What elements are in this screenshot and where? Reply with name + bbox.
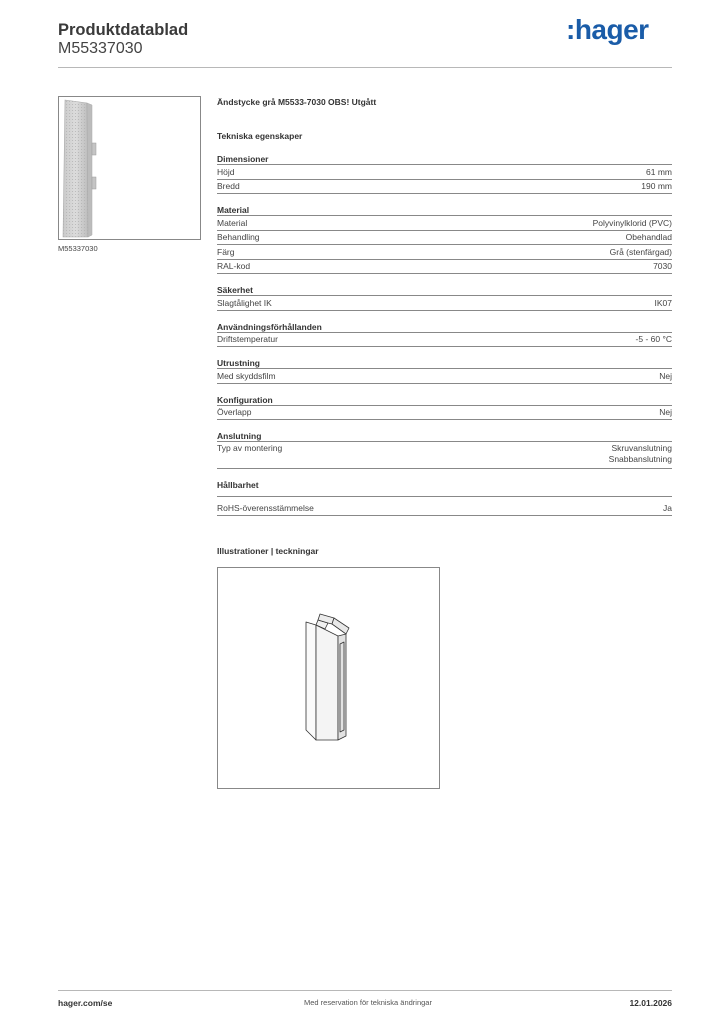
footer-website-link[interactable]: hager.com/se: [58, 998, 113, 1008]
spec-row: [217, 231, 672, 246]
spec-label: Typ av montering: [217, 442, 283, 453]
spec-row: [217, 502, 672, 517]
spec-value-line: Skruvanslutning: [611, 442, 672, 453]
illustrations-heading: Illustrationer | teckningar: [217, 546, 319, 556]
product-thumbnail: [58, 96, 201, 240]
spec-label: Överlapp: [217, 407, 252, 417]
spec-row: [217, 260, 672, 275]
footer-disclaimer: Med reservation för tekniska ändringar: [304, 998, 432, 1007]
group-title: Dimensioner: [217, 153, 672, 165]
thumbnail-caption: M55337030: [58, 244, 98, 253]
spec-label: Behandling: [217, 232, 260, 242]
end-cap-line-drawing: [218, 568, 441, 790]
group-sakerhet: [217, 284, 672, 311]
spec-value: Nej: [659, 370, 672, 381]
spec-label: RoHS-överensstämmelse: [217, 503, 314, 513]
spec-label: Driftstemperatur: [217, 334, 278, 344]
spec-value: Polyvinylklorid (PVC): [592, 217, 672, 228]
end-cap-image: [59, 97, 202, 241]
group-title: Konfiguration: [217, 394, 672, 406]
spec-row: [217, 245, 672, 260]
spec-row: [217, 442, 672, 469]
spec-value: Obehandlad: [625, 232, 672, 242]
spec-label: Färg: [217, 246, 235, 257]
group-title: Material: [217, 204, 672, 216]
group-dimensioner: [217, 153, 672, 194]
page-title: Produktdatablad: [58, 21, 189, 39]
spec-label: Slagtålighet IK: [217, 297, 272, 308]
spec-value: Nej: [659, 407, 672, 417]
group-hallbarhet: [217, 479, 672, 517]
tech-heading: Tekniska egenskaper: [217, 131, 303, 141]
group-anvandning: [217, 321, 672, 348]
hager-logo: :hager: [566, 14, 649, 45]
spec-value: Ja: [663, 503, 672, 513]
spec-value: Grå (stenfärgad): [609, 246, 672, 257]
spec-label: Höjd: [217, 166, 235, 177]
spec-value: -5 - 60 °C: [635, 334, 672, 344]
group-title: Säkerhet: [217, 284, 672, 296]
spec-value: [609, 443, 672, 466]
group-material: [217, 204, 672, 274]
spec-label: Material: [217, 217, 248, 228]
spec-row: [217, 216, 672, 231]
spec-row: [217, 333, 672, 348]
spec-label: Med skyddsfilm: [217, 370, 276, 381]
footer-date: 12.01.2026: [629, 998, 672, 1008]
footer-divider: [58, 990, 672, 991]
spec-row: [217, 296, 672, 311]
spec-value: 190 mm: [641, 181, 672, 191]
spec-row: [217, 180, 672, 195]
spec-value-line: Snabbanslutning: [608, 454, 672, 464]
spec-section: [217, 96, 672, 526]
group-utrustning: [217, 357, 672, 384]
header-divider: [58, 67, 672, 68]
spec-value: 61 mm: [646, 166, 672, 177]
spec-groups: [217, 153, 672, 516]
spec-label: RAL-kod: [217, 261, 251, 271]
spec-value: 7030: [653, 261, 672, 271]
product-description: Ändstycke grå M5533-7030 OBS! Utgått: [217, 97, 377, 107]
group-title: Hållbarhet: [217, 479, 672, 497]
group-title: Användningsförhållanden: [217, 321, 672, 333]
spec-row: [217, 369, 672, 384]
group-anslutning: [217, 430, 672, 469]
illustration-drawing: [217, 567, 440, 789]
spec-row: [217, 165, 672, 180]
group-title: Utrustning: [217, 357, 672, 369]
spec-row: [217, 406, 672, 421]
group-title: Anslutning: [217, 430, 672, 442]
group-konfiguration: [217, 394, 672, 421]
spec-label: Bredd: [217, 181, 240, 191]
product-code: M55337030: [58, 40, 143, 57]
spec-value: IK07: [654, 297, 672, 308]
